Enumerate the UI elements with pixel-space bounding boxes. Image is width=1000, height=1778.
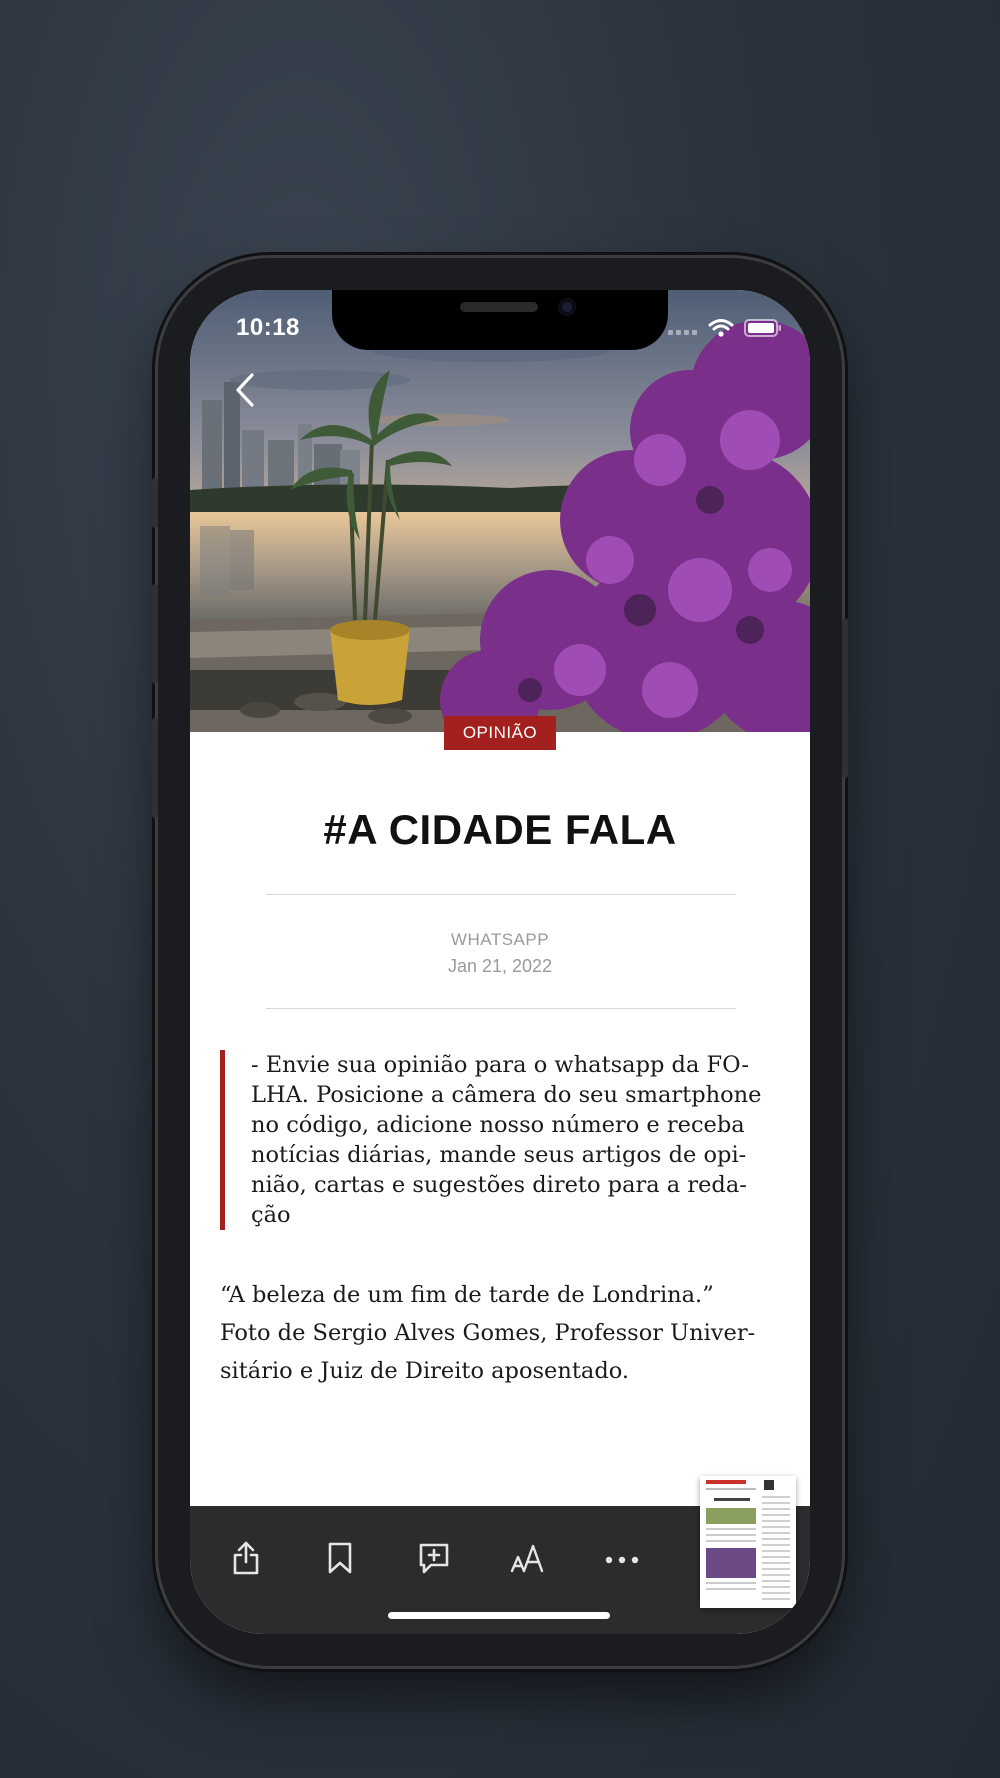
article-date: Jan 21, 2022 [447, 956, 553, 976]
chevron-left-icon [234, 372, 256, 413]
pull-quote-line: - Envie sua opinião para o whatsapp da FO- [251, 1052, 750, 1078]
back-button[interactable] [230, 372, 260, 412]
pull-quote-line: no código, adicione nosso número e receba [251, 1112, 745, 1138]
share-button[interactable] [226, 1540, 266, 1580]
phone-screen [190, 290, 810, 1634]
home-indicator[interactable] [388, 1612, 610, 1619]
pull-quote-line: LHA. Posicione a câmera do seu smartphone [251, 1082, 762, 1108]
divider [266, 1008, 736, 1009]
wifi-icon [708, 318, 734, 343]
volume-down-button [152, 718, 158, 818]
article-hero-image[interactable] [190, 290, 810, 732]
article-body [220, 1276, 780, 1390]
article-source: WHATSAPP [450, 930, 550, 949]
pull-quote [220, 1050, 780, 1230]
battery-icon [744, 318, 782, 343]
pull-quote-line: ção [251, 1202, 291, 1228]
more-icon [605, 1551, 639, 1569]
front-camera [558, 298, 576, 316]
body-line: “A beleza de um fim de tarde de Londrina.” [220, 1282, 714, 1308]
pull-quote-line: notícias diárias, mande seus artigos de opi- [251, 1142, 747, 1168]
bookmark-button[interactable] [320, 1540, 360, 1580]
share-icon [231, 1540, 261, 1581]
pull-quote-line: nião, cartas e sugestões direto para a reda- [251, 1172, 747, 1198]
cellular-signal-icon [668, 322, 698, 340]
article-title: #A CIDADE FALA [323, 806, 677, 853]
add-comment-button[interactable] [414, 1540, 454, 1580]
more-button[interactable] [602, 1540, 642, 1580]
volume-up-button [152, 584, 158, 684]
power-button [842, 618, 848, 778]
text-size-button[interactable] [508, 1540, 548, 1580]
text-size-icon [510, 1543, 546, 1578]
status-icons [668, 318, 782, 343]
status-time: 10:18 [236, 314, 300, 341]
mute-switch [152, 478, 158, 528]
body-line: Foto de Sergio Alves Gomes, Professor Univer- [220, 1320, 756, 1346]
page-thumbnail[interactable] [700, 1476, 796, 1608]
divider [266, 894, 736, 895]
section-tag[interactable]: OPINIÃO [444, 716, 556, 750]
body-line: sitário e Juiz de Direito aposentado. [220, 1358, 630, 1384]
add-comment-icon [417, 1541, 451, 1580]
bookmark-icon [327, 1541, 353, 1580]
earpiece-speaker [460, 302, 538, 312]
notch [332, 290, 668, 350]
